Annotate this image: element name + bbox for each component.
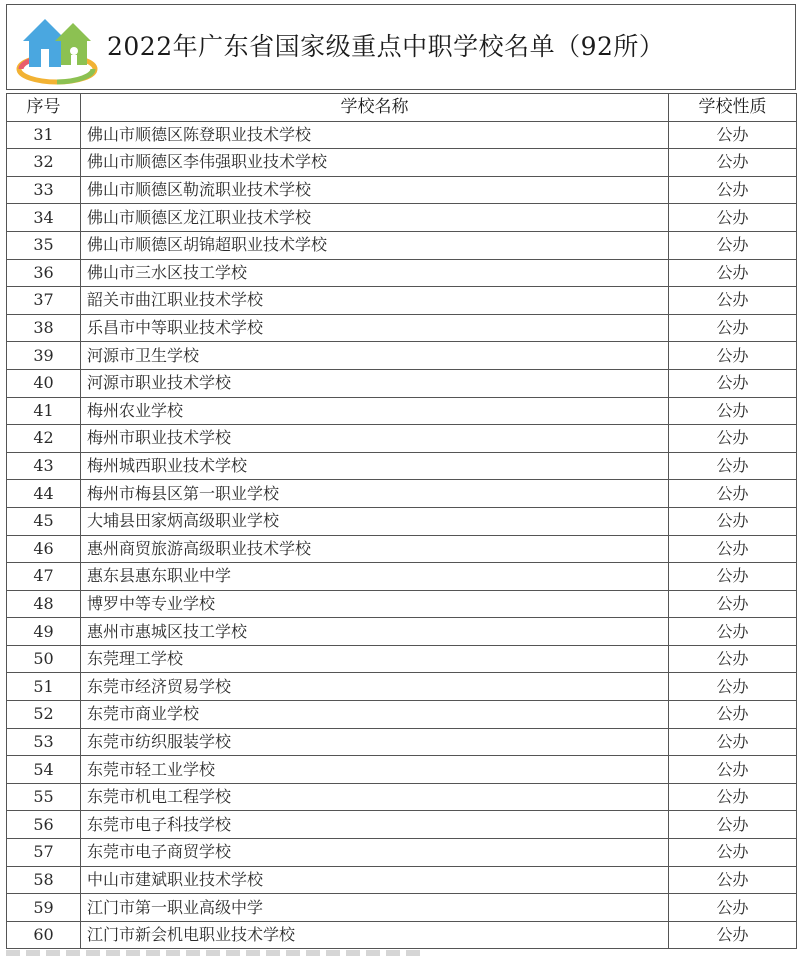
school-type: 公办	[669, 701, 797, 729]
school-type: 公办	[669, 259, 797, 287]
table-row	[7, 645, 797, 673]
row-number: 37	[7, 287, 81, 315]
column-header-school-name: 学校名称	[81, 94, 669, 122]
school-name: 佛山市顺德区李伟强职业技术学校	[81, 149, 669, 177]
row-number: 59	[7, 894, 81, 922]
row-number: 56	[7, 811, 81, 839]
row-number: 36	[7, 259, 81, 287]
school-name: 东莞市经济贸易学校	[81, 673, 669, 701]
school-type: 公办	[669, 425, 797, 453]
table-row	[7, 756, 797, 784]
school-type: 公办	[669, 149, 797, 177]
school-type: 公办	[669, 342, 797, 370]
table-row	[7, 149, 797, 177]
row-number: 46	[7, 535, 81, 563]
row-number: 33	[7, 176, 81, 204]
table-row	[7, 259, 797, 287]
row-number: 53	[7, 728, 81, 756]
row-number: 42	[7, 425, 81, 453]
table-row	[7, 342, 797, 370]
school-type: 公办	[669, 535, 797, 563]
table-row	[7, 507, 797, 535]
row-number: 60	[7, 921, 81, 949]
row-number: 51	[7, 673, 81, 701]
school-name: 佛山市顺德区龙江职业技术学校	[81, 204, 669, 232]
table-header-row	[7, 94, 797, 122]
school-name: 梅州城西职业技术学校	[81, 452, 669, 480]
table-row	[7, 535, 797, 563]
school-type: 公办	[669, 121, 797, 149]
title-banner	[6, 4, 796, 90]
table-row	[7, 121, 797, 149]
school-name: 乐昌市中等职业技术学校	[81, 314, 669, 342]
school-list-table	[6, 93, 797, 949]
row-number: 58	[7, 866, 81, 894]
table-row	[7, 590, 797, 618]
school-type: 公办	[669, 204, 797, 232]
school-logo-icon	[15, 11, 99, 85]
row-number: 45	[7, 507, 81, 535]
school-name: 大埔县田家炳高级职业学校	[81, 507, 669, 535]
school-name: 博罗中等专业学校	[81, 590, 669, 618]
school-name: 东莞市机电工程学校	[81, 783, 669, 811]
school-type: 公办	[669, 921, 797, 949]
school-name: 惠东县惠东职业中学	[81, 563, 669, 591]
school-type: 公办	[669, 894, 797, 922]
row-number: 57	[7, 839, 81, 867]
row-number: 52	[7, 701, 81, 729]
school-type: 公办	[669, 866, 797, 894]
school-name: 东莞市轻工业学校	[81, 756, 669, 784]
table-row	[7, 701, 797, 729]
school-type: 公办	[669, 480, 797, 508]
row-number: 41	[7, 397, 81, 425]
school-name: 江门市第一职业高级中学	[81, 894, 669, 922]
table-row	[7, 204, 797, 232]
row-number: 35	[7, 231, 81, 259]
table-row	[7, 369, 797, 397]
table-row	[7, 176, 797, 204]
column-header-school-type: 学校性质	[669, 94, 797, 122]
school-name: 惠州市惠城区技工学校	[81, 618, 669, 646]
cropped-footer-text	[6, 950, 426, 956]
school-name: 梅州农业学校	[81, 397, 669, 425]
table-row	[7, 397, 797, 425]
school-type: 公办	[669, 645, 797, 673]
table-row	[7, 425, 797, 453]
table-row	[7, 452, 797, 480]
table-row	[7, 314, 797, 342]
school-name: 佛山市顺德区勒流职业技术学校	[81, 176, 669, 204]
school-type: 公办	[669, 811, 797, 839]
school-name: 梅州市职业技术学校	[81, 425, 669, 453]
table-row	[7, 783, 797, 811]
school-name: 东莞市纺织服装学校	[81, 728, 669, 756]
school-name: 河源市卫生学校	[81, 342, 669, 370]
table-row	[7, 921, 797, 949]
table-row	[7, 231, 797, 259]
school-name: 河源市职业技术学校	[81, 369, 669, 397]
school-type: 公办	[669, 563, 797, 591]
row-number: 34	[7, 204, 81, 232]
school-name: 佛山市顺德区陈登职业技术学校	[81, 121, 669, 149]
school-type: 公办	[669, 452, 797, 480]
school-name: 东莞市电子商贸学校	[81, 839, 669, 867]
column-header-number: 序号	[7, 94, 81, 122]
row-number: 32	[7, 149, 81, 177]
table-row	[7, 287, 797, 315]
table-row	[7, 673, 797, 701]
row-number: 40	[7, 369, 81, 397]
table-row	[7, 480, 797, 508]
school-name: 佛山市三水区技工学校	[81, 259, 669, 287]
page-title: 2022年广东省国家级重点中职学校名单（92所）	[107, 32, 665, 61]
school-name: 江门市新会机电职业技术学校	[81, 921, 669, 949]
school-type: 公办	[669, 507, 797, 535]
school-name: 惠州商贸旅游高级职业技术学校	[81, 535, 669, 563]
school-name: 佛山市顺德区胡锦超职业技术学校	[81, 231, 669, 259]
school-name: 东莞市电子科技学校	[81, 811, 669, 839]
table-row	[7, 811, 797, 839]
school-type: 公办	[669, 673, 797, 701]
school-type: 公办	[669, 231, 797, 259]
row-number: 47	[7, 563, 81, 591]
school-name: 梅州市梅县区第一职业学校	[81, 480, 669, 508]
school-type: 公办	[669, 590, 797, 618]
row-number: 39	[7, 342, 81, 370]
table-row	[7, 563, 797, 591]
row-number: 49	[7, 618, 81, 646]
school-name: 中山市建斌职业技术学校	[81, 866, 669, 894]
school-name: 韶关市曲江职业技术学校	[81, 287, 669, 315]
row-number: 43	[7, 452, 81, 480]
table-row	[7, 894, 797, 922]
school-name: 东莞市商业学校	[81, 701, 669, 729]
school-type: 公办	[669, 176, 797, 204]
school-type: 公办	[669, 618, 797, 646]
school-type: 公办	[669, 397, 797, 425]
school-type: 公办	[669, 369, 797, 397]
table-row	[7, 866, 797, 894]
school-name: 东莞理工学校	[81, 645, 669, 673]
row-number: 55	[7, 783, 81, 811]
table-row	[7, 728, 797, 756]
row-number: 44	[7, 480, 81, 508]
school-type: 公办	[669, 839, 797, 867]
table-row	[7, 839, 797, 867]
row-number: 50	[7, 645, 81, 673]
school-type: 公办	[669, 756, 797, 784]
row-number: 54	[7, 756, 81, 784]
table-row	[7, 618, 797, 646]
school-type: 公办	[669, 783, 797, 811]
row-number: 31	[7, 121, 81, 149]
row-number: 48	[7, 590, 81, 618]
school-type: 公办	[669, 728, 797, 756]
row-number: 38	[7, 314, 81, 342]
school-type: 公办	[669, 314, 797, 342]
school-type: 公办	[669, 287, 797, 315]
